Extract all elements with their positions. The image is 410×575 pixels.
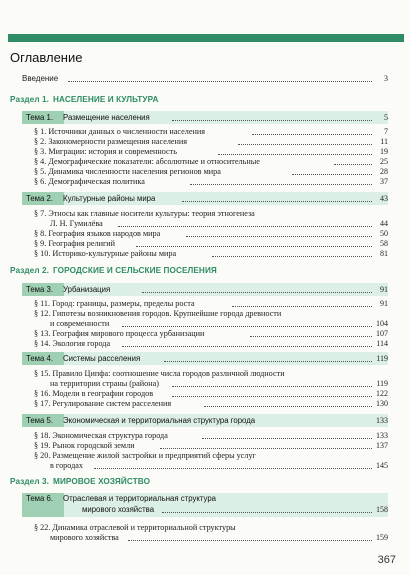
page-folio: 367 — [377, 554, 396, 566]
topic-label: Тема 3. Урбанизация — [26, 285, 111, 294]
entry-title: § 15. Правило Ципфа: соотношение числа городов различной людности — [34, 369, 285, 378]
entry-title: § 1. Источники данных о численности населения — [34, 127, 206, 136]
entry-title: § 9. География религий — [34, 239, 116, 248]
leader-dots — [212, 256, 372, 257]
entry-title: § 2. Закономерности размещения населения — [34, 137, 188, 146]
intro-label: Введение — [22, 74, 59, 83]
entry-title: § 10. Историко-культурные районы мира — [34, 249, 177, 258]
topic-label: Тема 6. Отраслевая и территориальная структура — [26, 494, 217, 503]
topic-label: Тема 2. Культурные районы мира — [26, 194, 156, 203]
leader-dots — [172, 396, 372, 397]
section-heading[interactable] — [0, 476, 410, 488]
entry-title: § 22. Динамика отраслевой и территориальной структуры — [34, 523, 236, 532]
leader-dots — [160, 448, 372, 449]
leader-dots — [292, 174, 372, 175]
leader-dots — [136, 246, 372, 247]
toc-entry[interactable] — [0, 176, 410, 188]
leader-dots — [238, 144, 372, 145]
page-number: 104 — [376, 319, 388, 328]
entry-title: § 16. Модели в географии городов — [34, 389, 154, 398]
leader-dots — [334, 164, 372, 165]
leader-dots — [204, 406, 372, 407]
page-number: 91 — [380, 299, 388, 308]
leader-dots — [164, 361, 372, 362]
page-number: 81 — [380, 249, 388, 258]
page-number: 19 — [380, 147, 388, 156]
entry-title: § 3. Миграции: история и современность — [34, 147, 177, 156]
page-number: 44 — [380, 219, 388, 228]
topic-label: Тема 5. Экономическая и территориальная структура города — [26, 416, 256, 425]
entry-title: § 7. Этносы как главные носители культуры: теория этногенеза — [34, 209, 255, 218]
topic-label: Тема 1. Размещение населения — [26, 113, 150, 122]
topic-row[interactable] — [22, 192, 388, 205]
page-number: 43 — [380, 194, 388, 203]
toc-intro[interactable] — [0, 73, 410, 85]
leader-dots — [118, 226, 372, 227]
toc-entry[interactable] — [0, 398, 410, 410]
leader-dots — [202, 438, 372, 439]
section-label: Раздел 1. НАСЕЛЕНИЕ И КУЛЬТУРА — [10, 95, 159, 104]
page-number: 5 — [384, 113, 388, 122]
page-number: 25 — [380, 157, 388, 166]
entry-title: § 13. География мирового процесса урбанизации — [34, 329, 205, 338]
leader-dots — [190, 184, 372, 185]
entry-title-continued: на территории страны (района) — [50, 379, 159, 388]
page-number: 11 — [380, 137, 388, 146]
section-label: Раздел 2. ГОРОДСКИЕ И СЕЛЬСКИЕ ПОСЕЛЕНИЯ — [10, 266, 217, 275]
leader-dots — [232, 306, 372, 307]
leader-dots — [186, 236, 372, 237]
leader-dots — [162, 512, 372, 513]
leader-dots — [182, 201, 372, 202]
leader-dots — [252, 134, 372, 135]
page-number: 28 — [380, 167, 388, 176]
toc-entry-continued[interactable] — [0, 532, 410, 544]
entry-title: § 18. Экономическая структура города — [34, 431, 168, 440]
leader-dots — [128, 540, 372, 541]
topic-row[interactable] — [22, 493, 388, 517]
leader-dots — [122, 326, 372, 327]
toc-entry[interactable] — [0, 248, 410, 260]
topic-row[interactable] — [22, 111, 388, 124]
page-number: 122 — [376, 389, 388, 398]
page-number: 7 — [384, 127, 388, 136]
entry-title: § 4. Демографические показатели: абсолютные и относительные — [34, 157, 260, 166]
page-title: Оглавление — [10, 50, 83, 65]
toc-entry[interactable] — [0, 338, 410, 350]
page-number: 58 — [380, 239, 388, 248]
page-number: 133 — [376, 416, 388, 425]
page-number: 119 — [376, 354, 388, 363]
leader-dots — [172, 120, 372, 121]
page-number: 158 — [376, 505, 388, 514]
topic-row[interactable] — [22, 352, 388, 365]
entry-title-continued: и современности — [50, 319, 110, 328]
entry-title: § 19. Рынок городской земли — [34, 441, 135, 450]
page-number: 119 — [376, 379, 388, 388]
page-number: 133 — [376, 431, 388, 440]
entry-title: § 12. Гипотезы возникновения городов. Крупнейшие города древности — [34, 309, 282, 318]
page-number: 114 — [376, 339, 388, 348]
entry-title: § 5. Динамика численности населения регионов мира — [34, 167, 221, 176]
leader-dots — [250, 336, 372, 337]
topic-row[interactable] — [22, 414, 388, 427]
page-number: 50 — [380, 229, 388, 238]
entry-title: § 17. Регулирование систем расселения — [34, 399, 172, 408]
entry-title: § 6. Демографическая политика — [34, 177, 145, 186]
header-bar — [8, 34, 404, 42]
page-number: 107 — [376, 329, 388, 338]
topic-label: Тема 4. Системы расселения — [26, 354, 141, 363]
entry-title-continued: Л. Н. Гумилёва — [50, 219, 103, 228]
page-number: 159 — [376, 533, 388, 542]
leader-dots — [172, 386, 372, 387]
page-number: 130 — [376, 399, 388, 408]
entry-title-continued: в городах — [50, 461, 84, 470]
entry-title: § 8. География языков народов мира — [34, 229, 161, 238]
section-heading[interactable] — [0, 94, 410, 106]
page-number: 37 — [380, 177, 388, 186]
entry-title: § 20. Размещение жилой застройки и предприятий сферы услуг — [34, 451, 256, 460]
leader-dots — [68, 81, 372, 82]
topic-label-continued: мирового хозяйства — [82, 505, 155, 514]
topic-row[interactable] — [22, 283, 388, 296]
entry-title-continued: мирового хозяйства — [50, 533, 119, 542]
entry-title: § 14. Экология города — [34, 339, 111, 348]
page-number: 91 — [380, 285, 388, 294]
leader-dots — [142, 292, 372, 293]
page-number: 137 — [376, 441, 388, 450]
toc-entry-continued[interactable] — [0, 460, 410, 472]
page-number: 3 — [384, 74, 388, 83]
leader-dots — [122, 346, 372, 347]
entry-title: § 11. Город: границы, размеры, пределы роста — [34, 299, 195, 308]
page-number: 145 — [376, 461, 388, 470]
leader-dots — [218, 154, 372, 155]
section-label: Раздел 3. МИРОВОЕ ХОЗЯЙСТВО — [10, 477, 151, 486]
section-heading[interactable] — [0, 265, 410, 277]
leader-dots — [94, 468, 372, 469]
